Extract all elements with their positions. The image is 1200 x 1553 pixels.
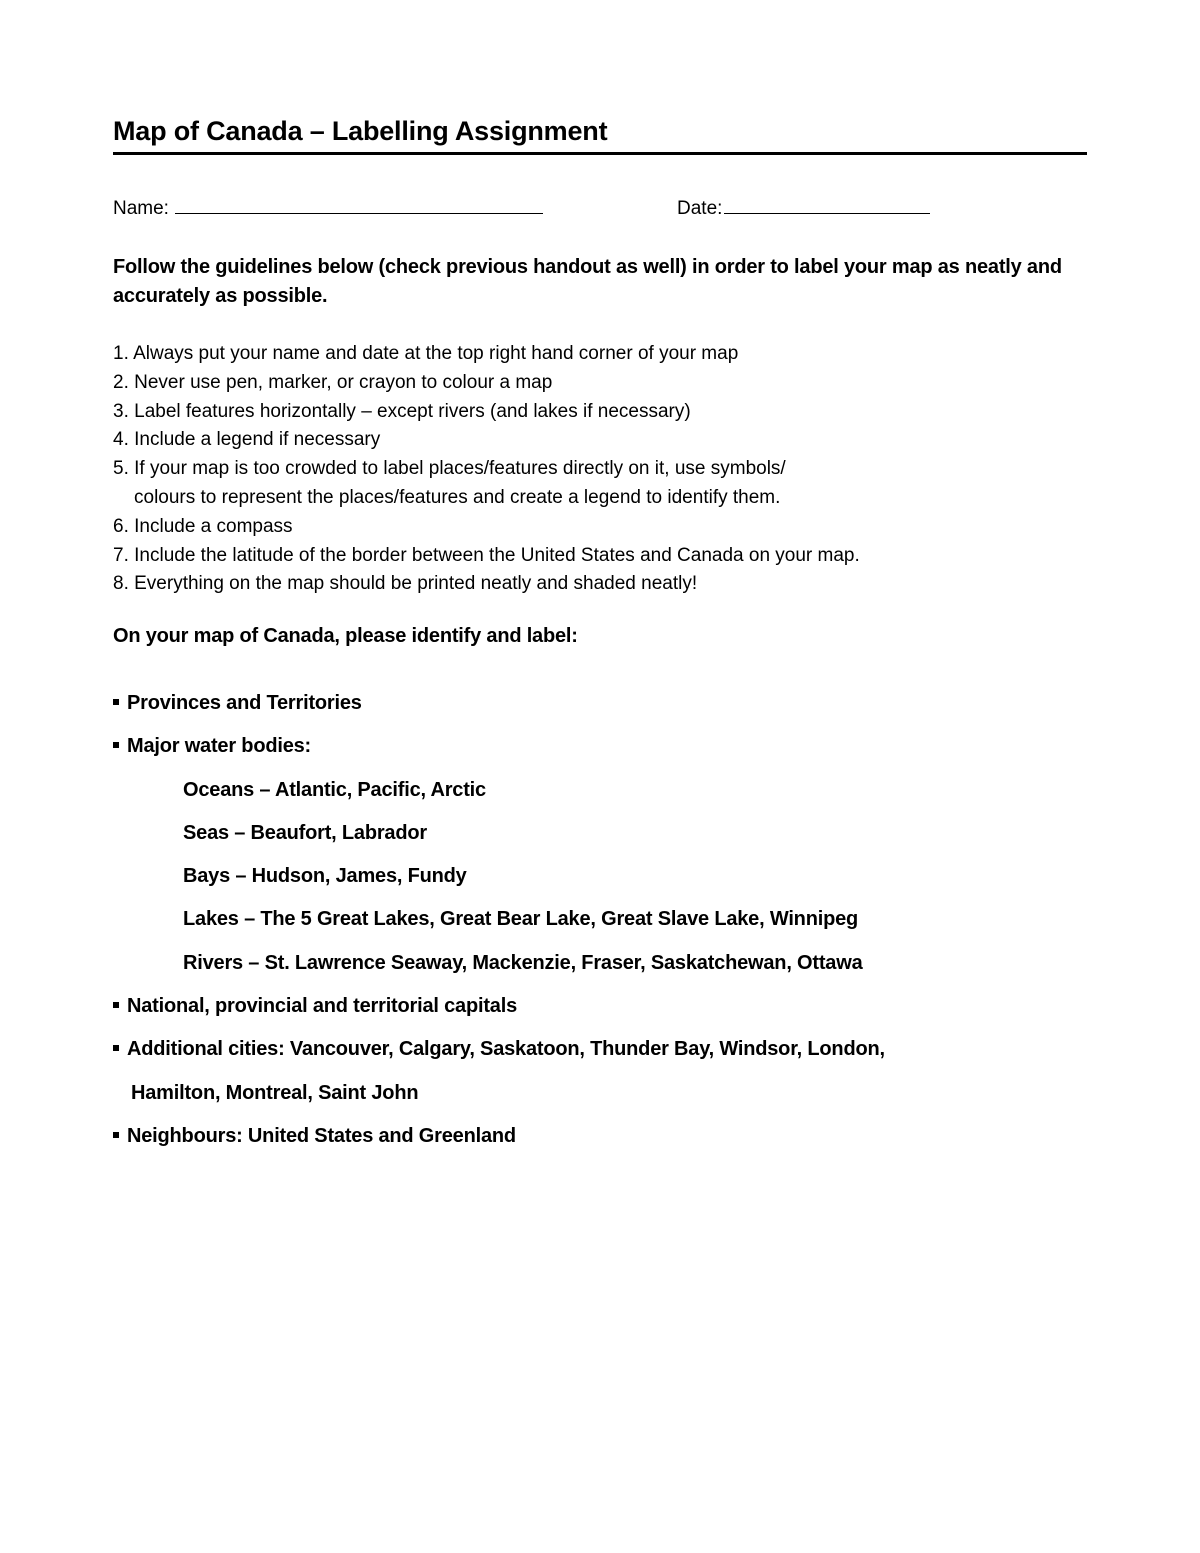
sub-item-oceans: Oceans – Atlantic, Pacific, Arctic (183, 778, 486, 801)
bullet-icon (113, 1132, 119, 1138)
bullet-icon (113, 742, 119, 748)
list-item (113, 682, 1113, 725)
guideline-item: 4. Include a legend if necessary (113, 429, 381, 451)
date-blank-line (724, 199, 930, 214)
title-underline (113, 152, 1087, 155)
item-neighbours: Neighbours: United States and Greenland (127, 1124, 516, 1147)
list-item (113, 1115, 1113, 1158)
list-item (113, 725, 1113, 768)
bullet-icon (113, 1045, 119, 1051)
name-field (113, 198, 543, 220)
sub-item-rivers: Rivers – St. Lawrence Seaway, Mackenzie, Fraser, Saskatchewan, Ottawa (183, 951, 863, 974)
name-label: Name: (113, 198, 169, 219)
guideline-item-continuation: colours to represent the places/features and create a legend to identify them. (134, 486, 781, 508)
item-cities-continuation: Hamilton, Montreal, Saint John (131, 1081, 419, 1104)
guideline-item: 6. Include a compass (113, 515, 293, 537)
date-field (677, 198, 930, 220)
date-label: Date: (677, 198, 723, 219)
sub-item-seas: Seas – Beaufort, Labrador (183, 821, 427, 844)
intro-instructions: Follow the guidelines below (check previous handout as well) in order to label your map as neatly and accurately as possible. (113, 256, 1062, 307)
item-water-bodies: Major water bodies: (127, 735, 312, 758)
page-title: Map of Canada – Labelling Assignment (113, 116, 608, 146)
guideline-item: 7. Include the latitude of the border between the United States and Canada on your map. (113, 544, 860, 566)
guideline-item: 1. Always put your name and date at the top right hand corner of your map (113, 343, 739, 364)
bullet-icon (113, 699, 119, 705)
list-item (113, 985, 1113, 1028)
item-capitals: National, provincial and territorial capitals (127, 995, 517, 1018)
sub-item-bays: Bays – Hudson, James, Fundy (183, 865, 467, 888)
task-heading: On your map of Canada, please identify and label: (113, 625, 578, 647)
guideline-item: 3. Label features horizontally – except rivers (and lakes if necessary) (113, 400, 691, 422)
sub-item-lakes: Lakes – The 5 Great Lakes, Great Bear Lake, Great Slave Lake, Winnipeg (183, 908, 859, 931)
guidelines-list (113, 340, 1093, 599)
guideline-item: 2. Never use pen, marker, or crayon to colour a map (113, 371, 553, 393)
guideline-item: 8. Everything on the map should be printed neatly and shaded neatly! (113, 573, 698, 595)
item-cities: Additional cities: Vancouver, Calgary, Saskatoon, Thunder Bay, Windsor, London, (127, 1038, 885, 1061)
guideline-item: 5. If your map is too crowded to label places/features directly on it, use symbols/ (113, 458, 786, 480)
label-items-list (113, 682, 1113, 1158)
item-provinces: Provinces and Territories (127, 692, 362, 714)
list-item (113, 1028, 1113, 1071)
name-blank-line (175, 199, 543, 214)
bullet-icon (113, 1002, 119, 1008)
